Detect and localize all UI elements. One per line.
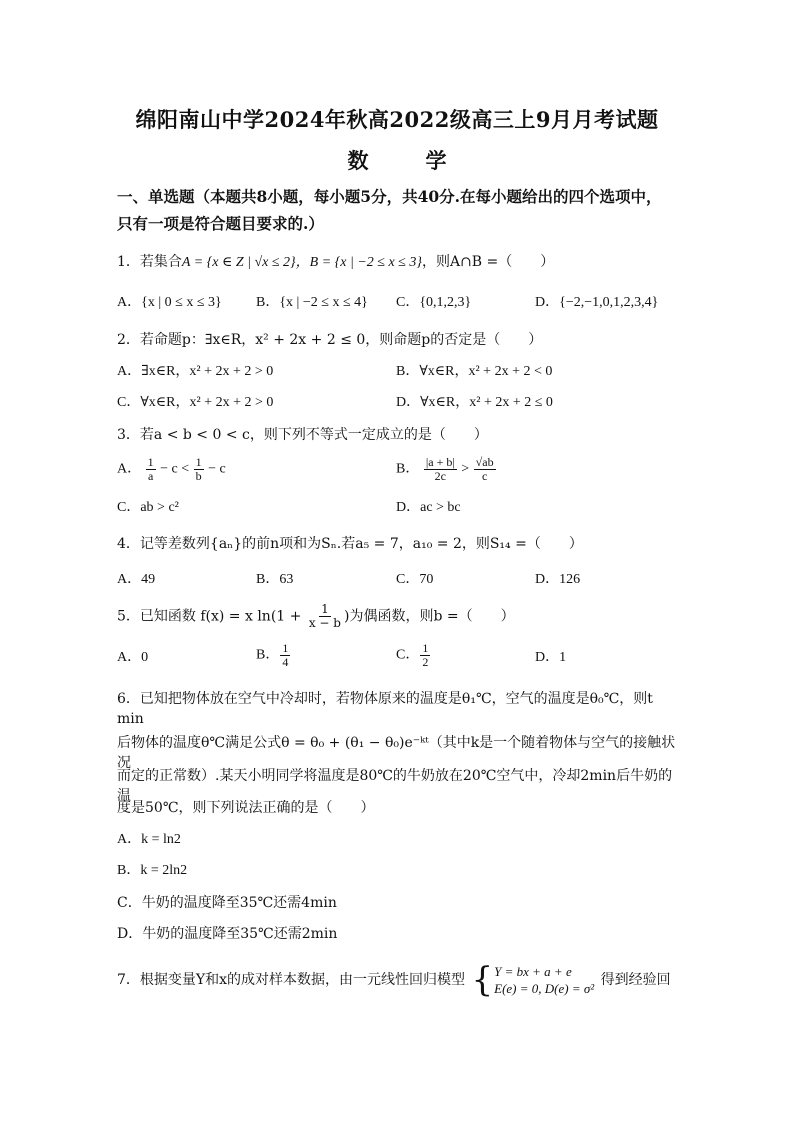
q5-b-fraction: [280, 642, 290, 669]
q5-c-fraction: [420, 642, 430, 669]
q5-b-den: 4: [282, 655, 289, 669]
q5-option-a: A．0: [117, 650, 149, 665]
q3-option-c: C．ab > c²: [117, 500, 179, 515]
q3-a-mid: − c <: [160, 461, 190, 477]
q3-a-prefix: A．: [117, 461, 142, 477]
q6-option-b: B．k = 2ln2: [117, 863, 188, 878]
q5-option-c: [396, 642, 431, 669]
q1-option-b: B．{x | −2 ≤ x ≤ 4}: [256, 295, 368, 310]
q3-b-num-2: √ab: [475, 455, 494, 469]
q1-prefix: 1．若集合: [117, 254, 182, 270]
q6-option-a: A．k = ln2: [117, 832, 181, 847]
q3-a-fraction-1: [146, 456, 156, 483]
q3-a-fraction-2: [194, 456, 204, 483]
q3-b-den-2: c: [481, 469, 488, 483]
q3-b-den-1: 2c: [434, 469, 446, 483]
q5-fraction: [307, 603, 343, 630]
section-heading-line1: 一、单选题（本题共8小题，每小题5分，共40分.在每小题给出的四个选项中，: [117, 187, 662, 206]
q7-equation-system: [471, 960, 595, 1000]
question-5-stem: [117, 603, 682, 630]
q3-b-fraction-1: [424, 456, 457, 483]
q3-b-num-1: |a + b|: [425, 455, 455, 469]
q7-suffix: 得到经验回: [600, 972, 671, 988]
question-3-stem: 3．若a < b < 0 < c，则下列不等式一定成立的是（ ）: [117, 427, 488, 443]
q3-option-a: [117, 456, 226, 483]
q5-option-d: D．1: [535, 650, 567, 665]
q1-option-c: C．{0,1,2,3}: [396, 295, 472, 310]
q4-option-a: A．49: [117, 572, 156, 587]
q4-option-d: D．126: [535, 572, 581, 587]
q5-prefix: 5．已知函数 f(x) = x ln(1 +: [117, 608, 302, 625]
q5-c-den: 2: [422, 655, 429, 669]
q2-option-a: A．∃x∈R，x² + 2x + 2 > 0: [117, 364, 274, 379]
question-6-line4: 度是50℃，则下列说法正确的是（ ）: [117, 800, 375, 816]
q2-option-b: B．∀x∈R，x² + 2x + 2 < 0: [396, 364, 553, 379]
q3-b-mid: >: [461, 461, 470, 477]
question-4-stem: 4．记等差数列{aₙ}的前n项和为Sₙ.若a₅ = 7，a₁₀ = 2，则S₁₄ =（ ）: [117, 536, 583, 552]
q7-system-line2: E(e) = 0, D(e) = σ²: [494, 981, 595, 996]
q7-system-lines: [494, 963, 594, 997]
q3-option-d: D．ac > bc: [396, 500, 461, 515]
q3-a-num-1: 1: [147, 455, 154, 469]
exam-subject: 数 学: [347, 148, 465, 173]
q5-b-num: 1: [282, 641, 289, 655]
exam-title: 绵阳南山中学2024年秋高2022级高三上9月月考试题: [135, 107, 659, 132]
q7-system-line1: Y = bx + a + e: [494, 964, 572, 979]
q1-set-a: A = {x ∈ Z | √x ≤ 2}: [181, 255, 296, 270]
q3-a-den-1: a: [147, 469, 154, 483]
q5-frac-den: x − b: [308, 616, 341, 630]
q3-a-den-2: b: [195, 469, 202, 483]
q6-option-d: D．牛奶的温度降至35℃还需2min: [117, 926, 338, 942]
q7-brace: {: [471, 960, 494, 1000]
q4-option-b: B．63: [256, 572, 294, 587]
q3-a-end: − c: [208, 461, 226, 477]
q3-a-num-2: 1: [195, 455, 202, 469]
q5-b-prefix: B．: [256, 647, 280, 663]
question-7-stem: [117, 962, 682, 998]
q5-c-prefix: C．: [396, 647, 420, 663]
section-heading-line2: 只有一项是符合题目要求的.）: [117, 214, 324, 233]
q1-suffix: ，则A∩B =（ ）: [421, 254, 555, 270]
q1-option-d: D．{−2,−1,0,1,2,3,4}: [535, 295, 659, 310]
q6-option-c: C．牛奶的温度降至35℃还需4min: [117, 895, 337, 911]
q5-suffix: )为偶函数，则b =（ ）: [343, 608, 515, 625]
question-6-line3: 而定的正常数）.某天小明同学将温度是80℃的牛奶放在20℃空气中，冷却2min后牛奶的温: [117, 768, 673, 804]
question-6-line1: 6．已知把物体放在空气中冷却时，若物体原来的温度是θ₁℃，空气的温度是θ₀℃，则t min: [117, 691, 653, 727]
q2-option-d: D．∀x∈R，x² + 2x + 2 ≤ 0: [396, 395, 553, 410]
q3-option-b: [396, 456, 497, 483]
q1-set-b: ，B = {x | −2 ≤ x ≤ 3}: [295, 255, 422, 270]
q2-option-c: C．∀x∈R，x² + 2x + 2 > 0: [117, 395, 274, 410]
question-1-stem: [117, 252, 682, 273]
q3-b-fraction-2: [474, 456, 496, 483]
q4-option-c: C．70: [396, 572, 434, 587]
q5-c-num: 1: [422, 641, 429, 655]
question-2-stem: 2．若命题p：∃x∈R，x² + 2x + 2 ≤ 0，则命题p的否定是（ ）: [117, 332, 543, 348]
q5-option-b: [256, 642, 291, 669]
question-6-line2: 后物体的温度θ℃满足公式θ = θ₀ + (θ₁ − θ₀)e⁻ᵏᵗ（其中k是一个随着物体与空气的接触状况: [117, 735, 676, 771]
q3-b-prefix: B．: [396, 461, 420, 477]
q7-prefix: 7．根据变量Y和x的成对样本数据，由一元线性回归模型: [117, 972, 466, 988]
q5-frac-num: 1: [321, 602, 329, 616]
q1-option-a: A．{x | 0 ≤ x ≤ 3}: [117, 295, 222, 310]
